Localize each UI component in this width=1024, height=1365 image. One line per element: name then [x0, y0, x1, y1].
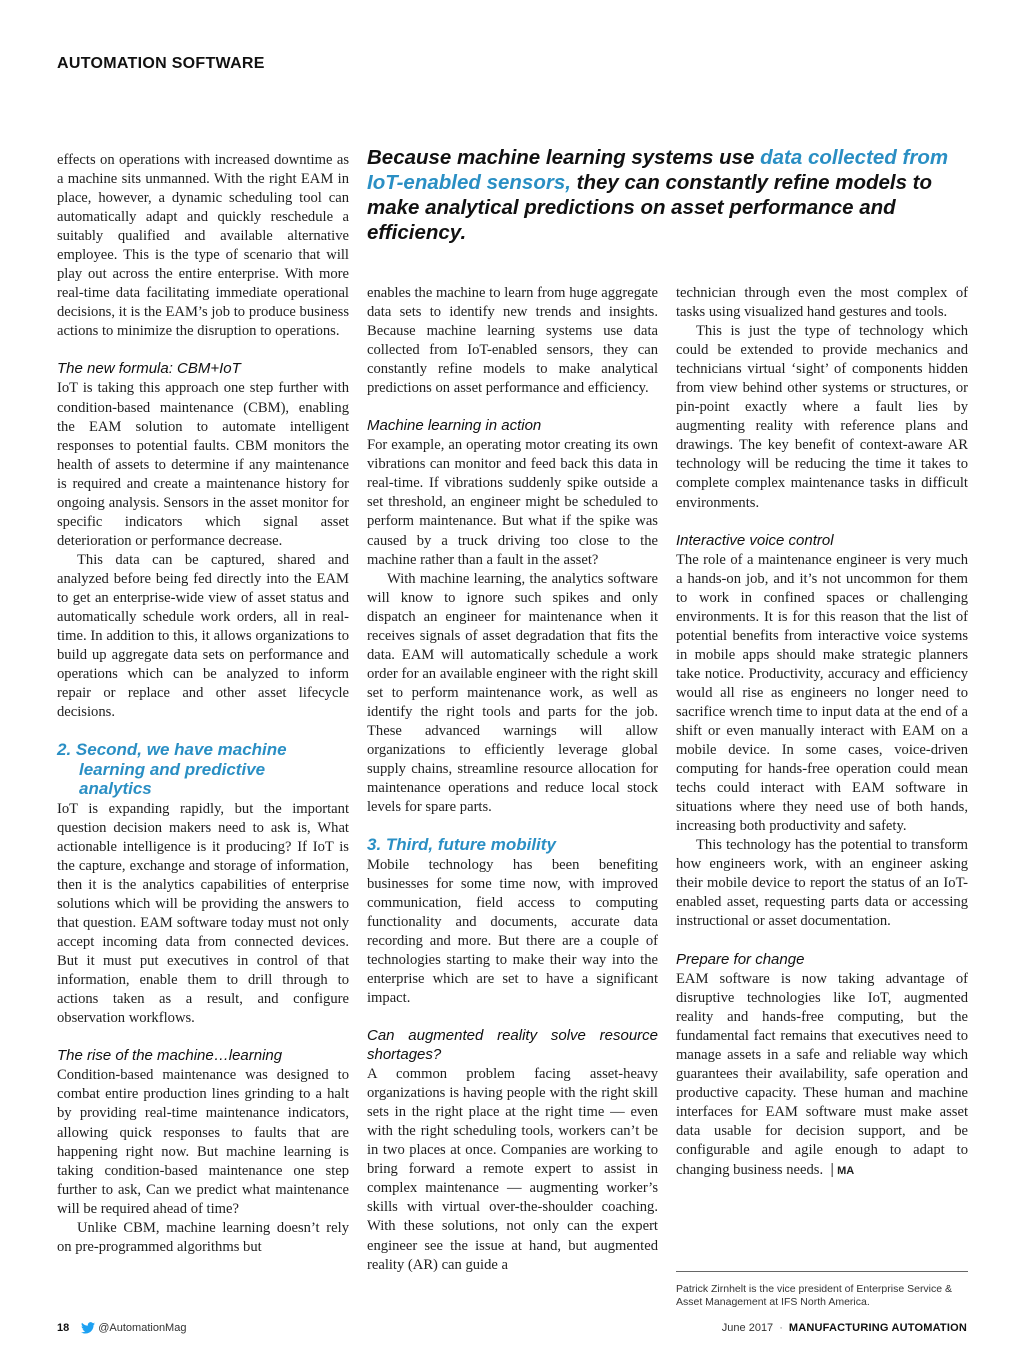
paragraph: Mobile technology has been benefiting businesses for some time now, with improved communication, field access to computing functionality and documents, accurate data recording and more. But there are a couple of technologies starting to make their way into the enterprise which are set to have a significant impact.: [367, 856, 658, 1007]
paragraph: Condition-based maintenance was designed to combat entire production lines grinding to a halt by providing real-time maintenance indicators, allowing quick responses to faults that are happening right now. But machine learning is taking condition-based maintenance one step further to ask, Can we predict what maintenance will be required ahead of time?: [57, 1067, 349, 1217]
twitter-handle: @AutomationMag: [98, 1322, 187, 1334]
paragraph: IoT is taking this approach one step further with condition-based maintenance (CBM), enabling the EAM solution to automate intelligent responses to potential faults. CBM monitors the health of assets to determine if any maintenance is required and create a maintenance history for ongoing analysis. Sensors in the asset monitor for specific indicators which signal asset deterioration or performance decrease.: [57, 380, 349, 549]
paragraph: This data can be captured, shared and analyzed before being fed directly into the EAM to get an enterprise-wide view of asset status and automatically schedule work orders, all in real-time. In addition to this, it allows organizations to build up aggregate data sets on performance and operations which can be analyzed to inform repair or replace and other asset lifecycle decisions.: [57, 551, 349, 721]
pull-quote-highlight: data collected from IoT-enabled sensors,: [367, 146, 949, 194]
subheading: Interactive voice control: [676, 531, 834, 549]
issue-date: June 2017: [721, 1322, 774, 1334]
paragraph: This is just the type of technology which could be extended to provide mechanics and technicians virtual ‘sight’ of components hidden from view behind other systems or structures, or pin-point exactly where a fault lies by augmenting reality with reference plans and drawings. The key benefit of context-aware AR technology will be reducing the time it takes to complete complex maintenance tasks in difficult environments.: [676, 323, 968, 511]
page-number: 18: [57, 1322, 70, 1334]
pull-quote: Because machine learning systems use data collected from IoT-enabled sensors, they can constantly refine models to make analytical predictions on asset performance and efficiency.: [367, 146, 949, 244]
paragraph: The role of a maintenance engineer is very much a hands-on job, and it’s not uncommon for them to work in confined spaces or challenging environments. It is for this reason that the list of potential benefits from interactive voice systems in mobile apps should make strategic planners take notice. Productivity, accuracy and efficiency would all rise as engineers no longer need to sacrifice wrench time to input data at the end of a shift or even manually interact with EAM on a mobile device. In some cases, voice-driven computing for hands-free operation could mean techs could interact with EAM software in situations where they need use of both hands, increasing both productivity and safety.: [676, 551, 968, 835]
section-label: AUTOMATION SOFTWARE: [57, 55, 265, 72]
footer-left: [57, 1322, 186, 1334]
paragraph: EAM software is now taking advantage of disruptive technologies like IoT, augmented reality and hands-free computing, but the fundamental fact remains that executives need to manage assets in a safe and reliable way which guarantees their availability, safe operation and productive capacity. These human and machine interfaces for EAM software must make asset data usable for decision support, and be configurable and agile enough to adapt to changing business needs. | MA: [676, 970, 968, 1178]
paragraph: IoT is expanding rapidly, but the important question decision makers need to ask is, What actionable intelligence is it producing? If IoT is the capture, exchange and storage of information, then it is the analytics capabilities of enterprise solutions which will be providing the answers to that question. EAM software today must not only accept incoming data from connected devices. But it must put executives in control of that information, enable them to drill through to actions taken as a result, and configure observation workflows.: [57, 800, 349, 1027]
footer-right: [722, 1322, 967, 1334]
footer-separator: ·: [779, 1322, 783, 1334]
paragraph: With machine learning, the analytics software will know to ignore such spikes and only dispatch an engineer for maintenance when it receives signals of asset degradation that fits the data. EAM will automatically schedule a work order for an available engineer with the right skill set to perform maintenance work, as well as identify the right tools and parts for the job. These advanced warnings will allow organizations to efficiently leverage global supply chains, streamline resource allocation for maintenance operations and reduce local stock levels for spare parts.: [367, 570, 658, 816]
paragraph: For example, an operating motor creating its own vibrations can monitor and feed back this data in real-time. If vibrations suddenly spike outside a set threshold, an engineer might be scheduled to perform maintenance. But what if the spike was caused by a truck driving too close to the machine rather than a fault in the asset?: [367, 437, 658, 568]
subheading: Machine learning in action: [367, 417, 542, 435]
paragraph: effects on operations with increased downtime as a machine sits unmanned. With the right EAM in place, however, a dynamic scheduling tool can automatically adapt and quickly reschedule a suitably qualified and available alternative employee. This is the type of scenario that will play out across the entire enterprise. With more real-time data facilitating immediate operational decisions, it is the EAM’s job to produce business actions to minimize the disruption to operations.: [57, 152, 349, 340]
paragraph: Unlike CBM, machine learning doesn’t rely on pre-programmed algorithms but: [57, 1219, 349, 1255]
subheading: The rise of the machine…learning: [57, 1047, 283, 1065]
author-byline: Patrick Zirnhelt is the vice president of Enterprise Service & Asset Management at IFS North America.: [676, 1283, 953, 1308]
byline-divider: [676, 1271, 968, 1272]
subheading: Prepare for change: [676, 950, 805, 968]
article-column-1: [57, 151, 349, 1257]
subheading: The new formula: CBM+IoT: [57, 360, 241, 378]
magazine-name: MANUFACTURING AUTOMATION: [788, 1322, 967, 1334]
article-column-3: [676, 284, 968, 1181]
article-column-2: [367, 284, 658, 1275]
twitter-icon: [81, 1322, 95, 1334]
section-heading: 2. Second, we have machine learning and predictive analytics: [57, 740, 287, 799]
paragraph: A common problem facing asset-heavy organizations is having people with the right skill sets in the right place at the right time — even with the right scheduling tools, workers can’t be in two places at once. Companies are working to bring forward a remote expert to assist in complex maintenance — augmenting worker’s skills with virtual over-the-shoulder coaching. With these solutions, not only can the expert engineer see the issue at hand, but augmented reality (AR) can guide a: [367, 1066, 658, 1273]
paragraph: technician through even the most complex of tasks using visualized hand gestures and tools.: [676, 285, 968, 321]
section-heading: 3. Third, future mobility: [367, 835, 556, 855]
subheading: Can augmented reality solve resource shortages?: [367, 1027, 658, 1064]
end-mark: | MA: [830, 1160, 855, 1178]
paragraph: This technology has the potential to transform how engineers work, with an engineer asking their mobile device to report the status of an IoT-enabled asset, requesting parts data or accessing instructional or asset documentation.: [676, 837, 968, 930]
paragraph: enables the machine to learn from huge aggregate data sets to identify new trends and insights. Because machine learning systems use data collected from IoT-enabled sensors, they can constantly refine models to make analytical predictions on asset performance and efficiency.: [367, 285, 658, 397]
